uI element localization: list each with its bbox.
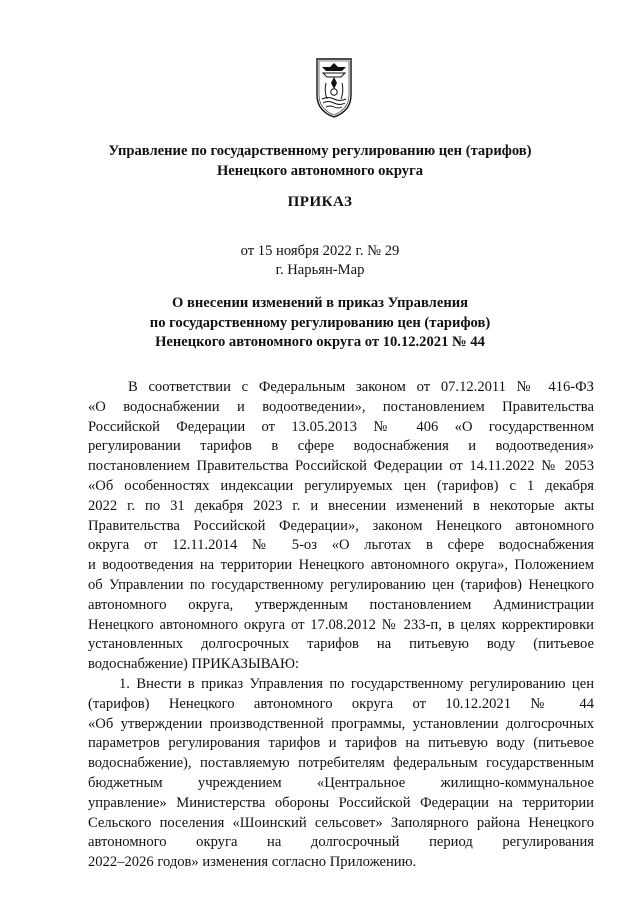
paragraph-preamble — [88, 378, 594, 675]
text-line: Российской Федерации от 13.05.2013 № 406 «О государственном — [88, 418, 594, 435]
text-line: об Управлении по государственному регулированию цен (тарифов) Ненецкого — [88, 576, 594, 593]
text-line: параметров регулирования тарифов и тарифов на питьевую воду (питьевое — [88, 735, 594, 752]
text-line: автономного округа на долгосрочный период регулирования — [88, 834, 594, 851]
subject-line-2: по государственному регулированию цен (тарифов) — [149, 314, 491, 331]
text-line: (тарифов) Ненецкого автономного округа от 10.12.2021 № 44 — [88, 695, 594, 712]
nenets-coat-of-arms-icon — [314, 55, 354, 119]
document-city: г. Нарьян-Мар — [275, 262, 365, 278]
text-line: 2022 г. по 31 декабря 2023 г. и внесении изменений в некоторые акты — [88, 497, 594, 514]
text-line: водоснабжение), поставляемую потребителям федеральным государственным — [88, 755, 594, 772]
text-line: управление» Министерства обороны Российской Федерации на территории — [88, 794, 594, 811]
paragraph-item-1 — [88, 675, 594, 873]
text-line: «Об утверждении производственной программы, установлении долгосрочных — [88, 715, 594, 732]
text-line: Сельского поселения «Шоинский сельсовет» Заполярного района Ненецкого — [88, 814, 594, 831]
text-line: «Об особенностях индексации регулируемых цен (тарифов) с 1 декабря — [88, 477, 594, 494]
text-line: 2022–2026 годов» изменения согласно Приложению. — [88, 854, 417, 871]
text-line: постановлением Правительства Российской Федерации от 14.11.2022 № 2053 — [88, 458, 594, 475]
text-line: установленных долгосрочных тарифов на питьевую воду (питьевое — [88, 636, 594, 653]
organization-name-line-2: Ненецкого автономного округа — [216, 163, 424, 179]
text-line: округа от 12.11.2014 № 5-оз «О льготах в сфере водоснабжения — [88, 537, 594, 554]
date-and-place — [0, 242, 640, 280]
organization-name-line-1: Управление по государственному регулированию цен (тарифов) — [108, 143, 532, 159]
document-type-title: ПРИКАЗ — [287, 194, 353, 210]
subject-line-1: О внесении изменений в приказ Управления — [171, 295, 469, 311]
text-line: Ненецкого автономного округа от 17.08.2012 № 233-п, в целях корректировки — [88, 616, 594, 633]
text-line: автономного округа, утвержденным постановлением Администрации — [88, 596, 594, 613]
document-date-number: от 15 ноября 2022 г. № 29 — [240, 243, 400, 259]
organization-name — [0, 141, 640, 181]
text-line: 1. Внести в приказ Управления по государственному регулированию цен — [119, 676, 594, 692]
subject-line-3: Ненецкого автономного округа от 10.12.2021 № 44 — [155, 334, 485, 350]
text-line: регулировании тарифов в сфере водоснабжения и водоотведения» — [88, 438, 594, 455]
text-line: Правительства Российской Федерации», законом Ненецкого автономного — [88, 517, 594, 534]
text-line: «О водоснабжении и водоотведении», постановлением Правительства — [88, 398, 594, 415]
text-line: бюджетным учреждением «Центральное жилищно-коммунальное — [88, 774, 594, 791]
text-line: водоснабжение) ПРИКАЗЫВАЮ: — [88, 656, 300, 673]
text-line: и водоотведения на территории Ненецкого автономного округа», Положением — [88, 557, 594, 574]
text-line: В соответствии с Федеральным законом от 07.12.2011 № 416-ФЗ — [128, 379, 594, 395]
document-subject — [0, 294, 640, 353]
